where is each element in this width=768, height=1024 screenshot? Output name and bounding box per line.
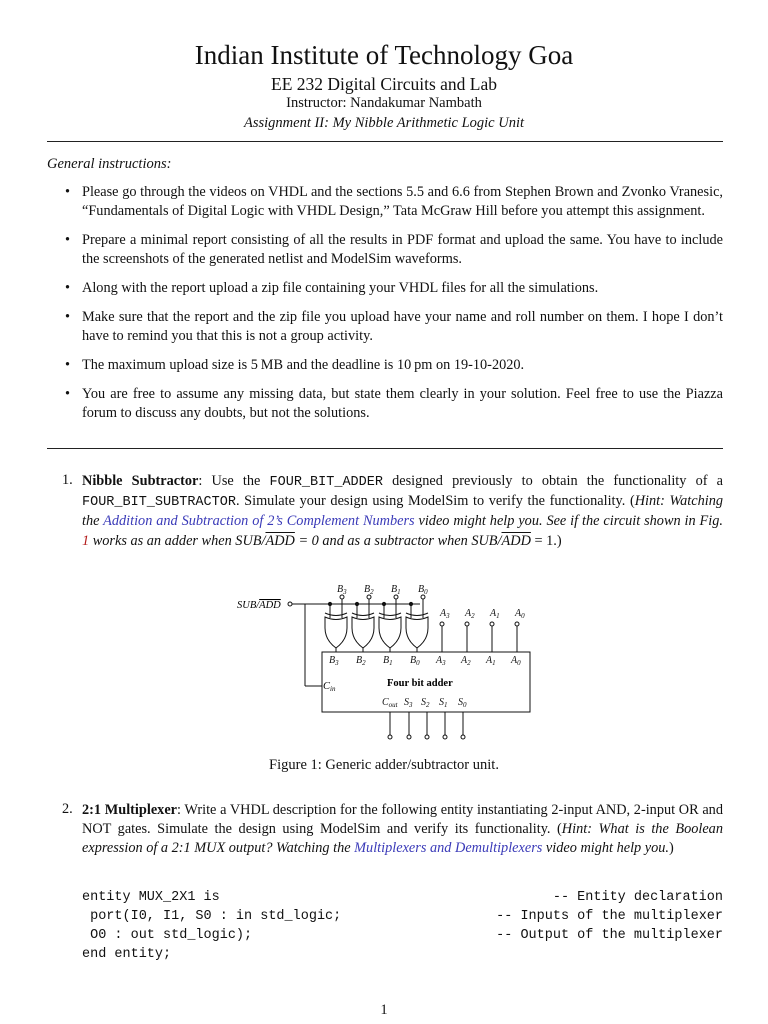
- list-item: • Along with the report upload a zip file containing your VHDL files for all the simulations.: [62, 279, 723, 298]
- list-item: • You are free to assume any missing data, but state them clearly in your solution. Feel free to use the Piazza forum to discuss any doubts, but not the solutions.: [62, 385, 723, 423]
- b-box-label: $B_2$: [356, 655, 366, 667]
- a-input-dot: [490, 622, 494, 626]
- assignment-title: Assignment II: My Nibble Arithmetic Logic Unit: [243, 115, 525, 131]
- a-box-label: $A_2$: [461, 655, 471, 667]
- junction-dot: [382, 602, 385, 605]
- b-top-label: $B_2$: [364, 584, 374, 596]
- a-input-dot: [465, 622, 469, 626]
- q1-text: : Use the: [198, 473, 270, 489]
- a-box-label: $A_0$: [511, 655, 521, 667]
- box-title: Four bit adder: [387, 678, 453, 689]
- s-label: $S_2$: [421, 697, 430, 709]
- junction-dot: [328, 602, 331, 605]
- b-box-label: $B_3$: [329, 655, 339, 667]
- b-top-label: $B_3$: [337, 584, 347, 596]
- list-item: • Please go through the videos on VHDL and the sections 5.5 and 6.6 from Stephen Brown and Zvonko Vranesic, “Fundamentals of Digital Logic with VHDL Design,” Tata McGraw Hill before you attempt this assignment.: [62, 183, 723, 221]
- output-dot: [407, 735, 411, 739]
- a-top-label: $A_0$: [515, 608, 525, 620]
- xor-gate-arc: [325, 613, 347, 616]
- xor-gate-arc: [406, 613, 428, 616]
- code-line: O0 : out std_logic); -- Output of the multiplexer: [82, 928, 723, 943]
- q1-text: = 1.): [530, 532, 562, 549]
- four-bit-subtractor-code: FOUR_BIT_SUBTRACTOR: [82, 495, 236, 511]
- xor-gate: [325, 617, 347, 648]
- question-2-title: 2:1 Multiplexer: [82, 802, 178, 818]
- list-item: • Prepare a minimal report consisting of all the results in PDF format and upload the same. You have to include the screenshots of the generated netlist and ModelSim waveforms.: [62, 231, 723, 269]
- institute-title: Indian Institute of Technology Goa: [194, 40, 574, 70]
- vhdl-code-block: [82, 888, 723, 964]
- list-item: • The maximum upload size is 5 MB and the deadline is 10 pm on 19-10-2020.: [62, 356, 723, 375]
- list-item: • Make sure that the report and the zip file you upload have your name and roll number on them. I hope I don’t have to remind you that this is not a group activity.: [62, 308, 723, 346]
- s-label: $S_1$: [439, 697, 448, 709]
- xor-gate-arc: [352, 613, 374, 616]
- output-dot: [425, 735, 429, 739]
- b-top-label: $B_1$: [391, 584, 401, 596]
- a-box-label: $A_3$: [436, 655, 446, 667]
- s-label: $S_3$: [404, 697, 413, 709]
- a-input-dot: [440, 622, 444, 626]
- general-instructions-heading: General instructions:: [47, 156, 172, 172]
- code-line: entity MUX_2X1 is -- Entity declaration: [82, 890, 723, 905]
- b-top-label: $B_0$: [418, 584, 428, 596]
- figure-caption: Figure 1: Generic adder/subtractor unit.: [269, 757, 499, 773]
- b-box-label: $B_0$: [410, 655, 420, 667]
- output-dot: [443, 735, 447, 739]
- q2-hint: Hint: What is the Boolean expression of a 2:1 MUX output? Watching the Multiplexers and Demultiplexers video might help you.: [82, 821, 723, 857]
- output-dot: [461, 735, 465, 739]
- cout-label: $C_{out}$: [382, 697, 398, 709]
- figure-reference-link[interactable]: 1: [82, 532, 90, 549]
- q1-text: designed previously to obtain the functionality of a: [382, 473, 723, 489]
- xor-gate: [379, 617, 401, 648]
- b-box-label: $B_1$: [383, 655, 393, 667]
- question-2-text: [82, 801, 723, 859]
- a-box-label: $A_1$: [486, 655, 496, 667]
- xor-gate-arc: [379, 613, 401, 616]
- q1-text: . Simulate your design using ModelSim to verify the functionality. (: [235, 493, 635, 510]
- control-input-dot: [288, 602, 292, 606]
- a-top-label: $A_1$: [490, 608, 500, 620]
- junction-dot: [355, 602, 358, 605]
- question-1-title: Nibble Subtractor: [82, 473, 199, 489]
- instructor-line: Instructor: Nandakumar Nambath: [286, 95, 482, 111]
- q2-text: ): [669, 840, 674, 857]
- code-line: port(I0, I1, S0 : in std_logic; -- Inputs of the multiplexer: [82, 909, 723, 924]
- xor-gate: [406, 617, 428, 648]
- addition-subtraction-video-link[interactable]: Addition and Subtraction of 2’s Complement Numbers: [103, 513, 415, 530]
- page-number: 1: [380, 1002, 388, 1018]
- output-dot: [388, 735, 392, 739]
- multiplexers-video-link[interactable]: Multiplexers and Demultiplexers: [354, 840, 543, 857]
- course-title: EE 232 Digital Circuits and Lab: [271, 74, 497, 94]
- code-line: end entity;: [82, 947, 172, 962]
- s-label: $S_0$: [458, 697, 467, 709]
- a-top-label: $A_3$: [440, 608, 450, 620]
- junction-dot: [409, 602, 412, 605]
- q2-text: : Write a VHDL description for the following entity instantiating 2-input AND, 2-input OR and NOT gates. Simulate the design using ModelSim and verify its functionality. (: [82, 802, 723, 838]
- question-1-number: 1.: [62, 472, 73, 488]
- control-label: SUB/ADD: [237, 600, 281, 611]
- question-2-number: 2.: [62, 801, 73, 817]
- xor-gate: [352, 617, 374, 648]
- q1-hint: Hint: Watching the Addition and Subtraction of 2’s Complement Numbers video might help you. See if the circuit shown in Fig. 1 works as an adder when SUB/$\overline{ADD} = 0$ and as a subtractor when SUB/$\overline{ADD}$: [82, 493, 724, 549]
- a-top-label: $A_2$: [465, 608, 475, 620]
- four-bit-adder-code: FOUR_BIT_ADDER: [269, 475, 383, 490]
- cin-label: Cin: [323, 681, 336, 693]
- a-input-dot: [515, 622, 519, 626]
